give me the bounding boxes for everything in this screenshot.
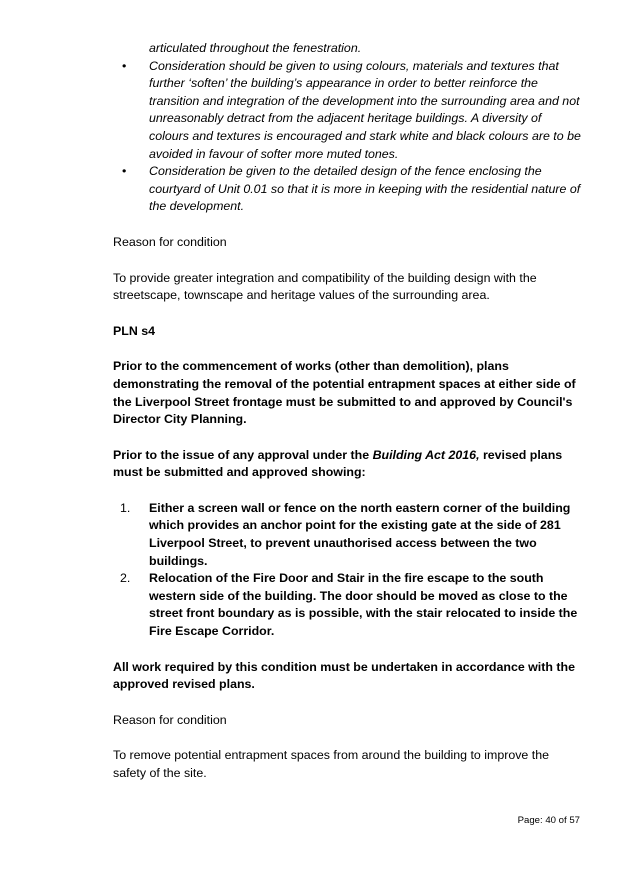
reason-text: To provide greater integration and compatibility of the building design with the streetscape, townscape and heritage values of the surrounding area. <box>113 270 537 303</box>
page-content <box>113 40 583 783</box>
bullet-dot-icon: • <box>122 164 127 179</box>
numbered-item <box>113 570 583 640</box>
item-text: Relocation of the Fire Door and Stair in the fire escape to the south western side of the building. The door should be moved as close to the street front boundary as is possible, with the stair relocated to inside the Fire Escape Corridor. <box>149 571 578 639</box>
para2-after: revised plans must be submitted and approved showing: <box>113 447 563 480</box>
numbered-item <box>113 500 583 570</box>
bullet-item <box>113 163 583 216</box>
bullet-list <box>113 40 583 216</box>
para2-before: Prior to the issue of any approval under the <box>113 447 373 462</box>
condition-code: PLN s4 <box>113 323 156 338</box>
numbered-list <box>113 500 583 641</box>
item-number: 1. <box>120 500 131 515</box>
bullet-text: Consideration be given to the detailed design of the fence enclosing the courtyard of Unit 0.01 so that it is more in keeping with the residential nature of the development. <box>149 164 581 214</box>
bullet-text: Consideration should be given to using colours, materials and textures that further ‘soften’ the building’s appearance in order to better reinforce the transition and integration of the development into the surrounding area and not unreasonably detract from the adjacent heritage buildings. A diversity of colours and textures is encouraged and stark white and black colours are to be avoided in favour of softer more muted tones. <box>149 58 581 161</box>
reason-heading: Reason for condition <box>113 234 227 249</box>
item-number: 2. <box>120 571 131 586</box>
reason-text: To remove potential entrapment spaces from around the building to improve the safety of the site. <box>113 748 549 780</box>
building-act-title: Building Act 2016, <box>372 447 480 462</box>
condition-paragraph-2 <box>113 447 583 482</box>
bullet-item <box>113 58 583 164</box>
item-text: Either a screen wall or fence on the north eastern corner of the building which provides an anchor point for the existing gate at the side of 281 Liverpool Street, to prevent unauthorised access between the two buildings. <box>149 500 571 568</box>
condition-paragraph-1: Prior to the commencement of works (other than demolition), plans demonstrating the removal of the potential entrapment spaces at either side of the Liverpool Street frontage must be submitted to and approved by Council's Director City Planning. <box>113 359 576 427</box>
bullet-continuation: articulated throughout the fenestration. <box>149 41 362 55</box>
bullet-dot-icon: • <box>122 58 127 73</box>
condition-paragraph-3: All work required by this condition must be undertaken in accordance with the approved revised plans. <box>113 659 575 692</box>
reason-heading: Reason for condition <box>113 712 227 727</box>
page-number: Page: 40 of 57 <box>517 815 580 826</box>
